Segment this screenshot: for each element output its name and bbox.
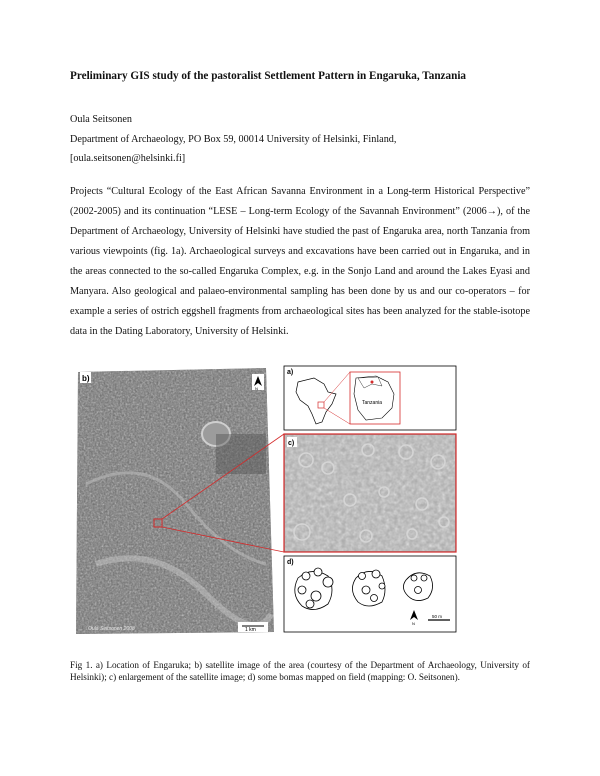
panel-b-label: b) xyxy=(82,374,90,383)
figure-1 xyxy=(66,364,457,636)
figure-caption: Fig 1. a) Location of Engaruka; b) satellite image of the area (courtesy of the Department of Archaeology, University of Helsinki); c) enlargement of the satellite image; d) some bomas mapped on field (mapping: O. Seitsonen). xyxy=(70,660,530,682)
panel-b-satellite xyxy=(66,364,286,636)
body-paragraph: Projects “Cultural Ecology of the East African Savanna Environment in a Long-term Historical Perspective” (2002-2005) and its continuation “LESE – Long-term Ecology of the Savannah Environment” (2006→), of the Department of Archaeology, University of Helsinki have studied the past of Engaruka area, north Tanzania from various viewpoints (fig. 1a). Archaeological surveys and excavations have been carried out in Engaruka, and in the areas connected to the so-called Engaruka Complex, e.g. in the Sonjo Land and around the Lakes Eyasi and Manyara. Also geological and palaeo-environmental sampling has been done by us and our co-operators – for example a series of ostrich eggshell fragments from archaeological sites has been analyzed for the stable-isotope data in the Dating Laboratory, University of Helsinki. xyxy=(70,186,530,337)
north-arrow-icon xyxy=(252,374,264,391)
author-name: Oula Seitsonen xyxy=(70,114,132,125)
panel-c-label: c) xyxy=(288,440,295,447)
author-affiliation: Department of Archaeology, PO Box 59, 00014 University of Helsinki, Finland, xyxy=(70,133,397,145)
panel-c-enlargement xyxy=(284,434,456,552)
svg-text:N: N xyxy=(255,386,258,391)
author-email[interactable]: [oula.seitsonen@helsinki.fi] xyxy=(70,153,186,164)
panel-d-boma-maps xyxy=(284,556,456,632)
image-credit: Oula Seitsonen 2008 xyxy=(88,626,135,632)
panel-a-location-map xyxy=(284,366,456,430)
panel-d-label: d) xyxy=(287,559,294,566)
map-country-label: Tanzania xyxy=(362,400,383,406)
author-block xyxy=(70,110,540,169)
svg-text:N: N xyxy=(412,621,415,626)
scalebar-b-label: 1 km xyxy=(245,627,256,633)
paper-title: Preliminary GIS study of the pastoralist Settlement Pattern in Engaruka, Tanzania xyxy=(70,70,467,82)
scalebar-d-label: 50 m xyxy=(432,614,443,619)
panel-a-label: a) xyxy=(287,369,294,376)
